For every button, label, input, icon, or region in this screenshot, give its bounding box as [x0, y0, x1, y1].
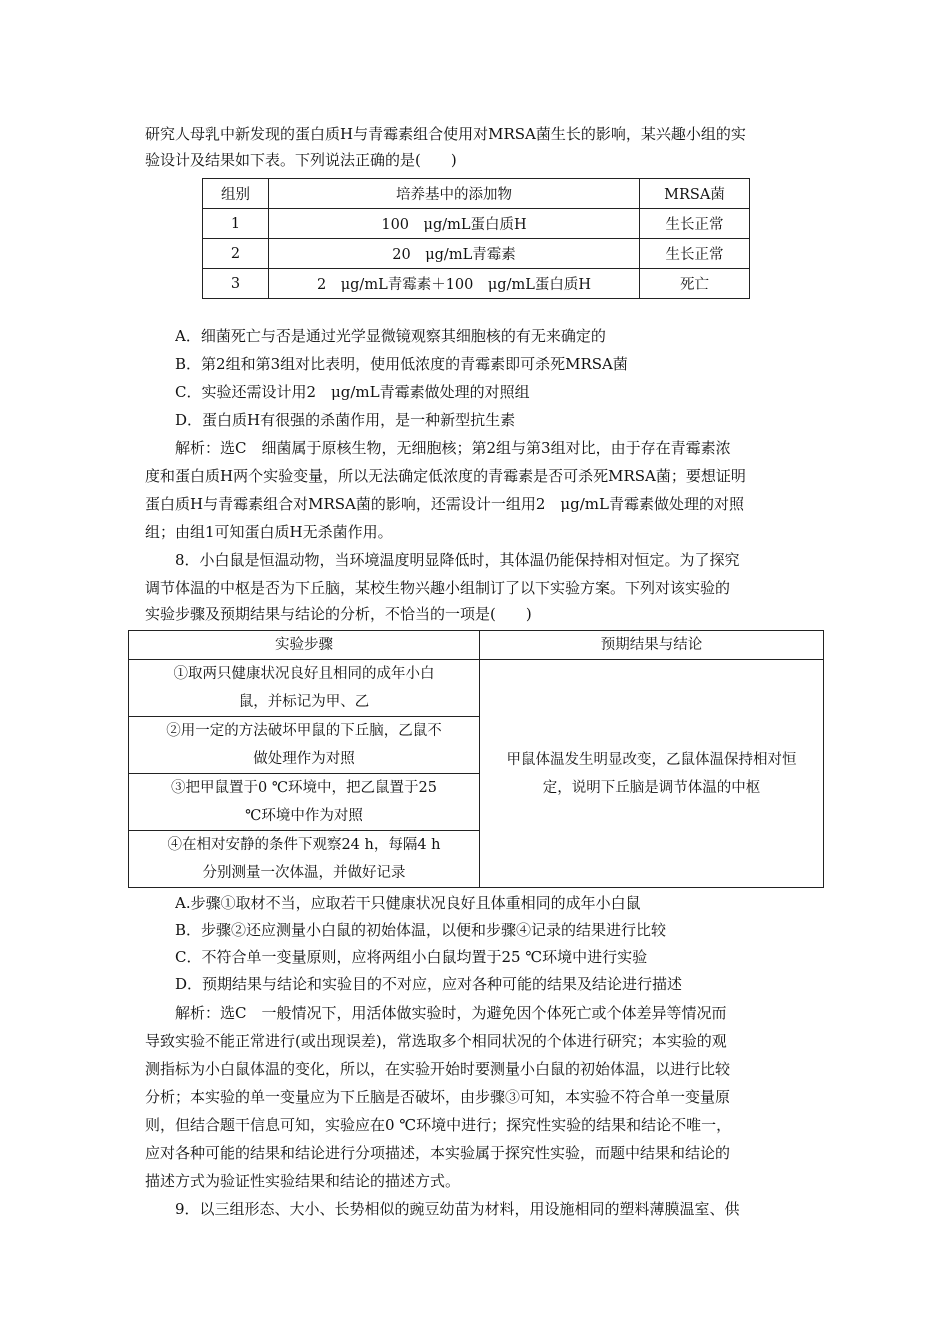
question-9-line: 9．以三组形态、大小、长势相似的豌豆幼苗为材料，用设施相同的塑料薄膜温室、供 [175, 1200, 740, 1218]
step-text: 做处理作为对照 [253, 751, 355, 767]
question-8-line: 调节体温的中枢是否为下丘脑，某校生物兴趣小组制订了以下实验方案。下列对该实验的 [145, 579, 731, 597]
table-cell: 100 μg/mL蛋白质H [269, 209, 640, 239]
step-4 [129, 831, 480, 888]
analysis-line: 度和蛋白质H两个实验变量，所以无法确定低浓度的青霉素是否可杀死MRSA菌；要想证明 [145, 467, 746, 485]
step-text: ③把甲鼠置于0 ℃环境中，把乙鼠置于25 [170, 780, 437, 796]
question-8-line: 实验步骤及预期结果与结论的分析，不恰当的一项是( ) [145, 605, 532, 623]
step-2 [129, 717, 480, 774]
analysis-line: 组；由组1可知蛋白质H无杀菌作用。 [145, 523, 393, 541]
option-b: B．第2组和第3组对比表明，使用低浓度的青霉素即可杀死MRSA菌 [175, 355, 628, 373]
analysis-line: 解析：选C 一般情况下，用活体做实验时，为避免因个体死亡或个体差异等情况而 [175, 1004, 727, 1022]
table-row [129, 660, 824, 717]
step-1 [129, 660, 480, 717]
table-cell: 2 [203, 239, 269, 269]
analysis-line: 导致实验不能正常进行(或出现误差)，常选取多个相同状况的个体进行研究；本实验的观 [145, 1032, 727, 1050]
question-intro-line-2: 验设计及结果如下表。下列说法正确的是( ) [145, 151, 457, 169]
header-steps: 实验步骤 [129, 631, 480, 660]
expected-result [480, 660, 824, 888]
option-d: D．预期结果与结论和实验目的不对应，应对各种可能的结果及结论进行描述 [175, 975, 683, 993]
mrsa-results-table [202, 178, 750, 299]
experiment-steps-table [128, 630, 824, 888]
table-cell: 生长正常 [640, 239, 750, 269]
analysis-line: 描述方式为验证性实验结果和结论的描述方式。 [145, 1172, 461, 1190]
table-cell: 死亡 [640, 269, 750, 299]
table-row [203, 209, 750, 239]
option-c: C．实验还需设计用2 μg/mL青霉素做处理的对照组 [175, 383, 530, 401]
table-cell: 20 μg/mL青霉素 [269, 239, 640, 269]
option-a: A．细菌死亡与否是通过光学显微镜观察其细胞核的有无来确定的 [175, 327, 606, 345]
header-group: 组别 [203, 179, 269, 209]
table-header-row [203, 179, 750, 209]
analysis-line: 应对各种可能的结果和结论进行分项描述，本实验属于探究性实验，而题中结果和结论的 [145, 1144, 731, 1162]
option-b: B．步骤②还应测量小白鼠的初始体温，以便和步骤④记录的结果进行比较 [175, 921, 667, 939]
analysis-line: 蛋白质H与青霉素组合对MRSA菌的影响，还需设计一组用2 μg/mL青霉素做处理的对照 [145, 495, 744, 513]
analysis-line: 解析：选C 细菌属于原核生物，无细胞核；第2组与第3组对比，由于存在青霉素浓 [175, 439, 731, 457]
step-text: ②用一定的方法破坏甲鼠的下丘脑，乙鼠不 [166, 723, 442, 739]
option-a: A.步骤①取材不当，应取若干只健康状况良好且体重相同的成年小白鼠 [175, 894, 641, 912]
analysis-line: 分析；本实验的单一变量应为下丘脑是否破坏，由步骤③可知，本实验不符合单一变量原 [145, 1088, 731, 1106]
analysis-line: 则，但结合题干信息可知，实验应在0 ℃环境中进行；探究性实验的结果和结论不唯一， [145, 1116, 732, 1134]
header-additive: 培养基中的添加物 [269, 179, 640, 209]
header-results: 预期结果与结论 [480, 631, 824, 660]
step-text: 分别测量一次体温，并做好记录 [202, 865, 406, 881]
table-cell: 2 μg/mL青霉素＋100 μg/mL蛋白质H [269, 269, 640, 299]
table-cell: 1 [203, 209, 269, 239]
step-text: ④在相对安静的条件下观察24 h，每隔4 h [167, 837, 441, 853]
table-header-row [129, 631, 824, 660]
analysis-line: 测指标为小白鼠体温的变化，所以，在实验开始时要测量小白鼠的初始体温，以进行比较 [145, 1060, 731, 1078]
table-cell: 3 [203, 269, 269, 299]
question-intro-line-1: 研究人母乳中新发现的蛋白质H与青霉素组合使用对MRSA菌生长的影响，某兴趣小组的实 [145, 125, 746, 143]
table-row [203, 269, 750, 299]
question-8-line: 8．小白鼠是恒温动物，当环境温度明显降低时，其体温仍能保持相对恒定。为了探究 [175, 551, 740, 569]
header-mrsa: MRSA菌 [640, 179, 750, 209]
result-text: 甲鼠体温发生明显改变，乙鼠体温保持相对恒 [506, 751, 797, 768]
step-text: 鼠，并标记为甲、乙 [238, 694, 370, 710]
table-cell: 生长正常 [640, 209, 750, 239]
option-d: D．蛋白质H有很强的杀菌作用，是一种新型抗生素 [175, 411, 516, 429]
result-text: 定，说明下丘脑是调节体温的中枢 [542, 779, 761, 796]
step-3 [129, 774, 480, 831]
option-c: C．不符合单一变量原则，应将两组小白鼠均置于25 ℃环境中进行实验 [175, 948, 648, 966]
table-row [203, 239, 750, 269]
step-text: ℃环境中作为对照 [245, 808, 363, 824]
step-text: ①取两只健康状况良好且相同的成年小白 [173, 666, 435, 682]
